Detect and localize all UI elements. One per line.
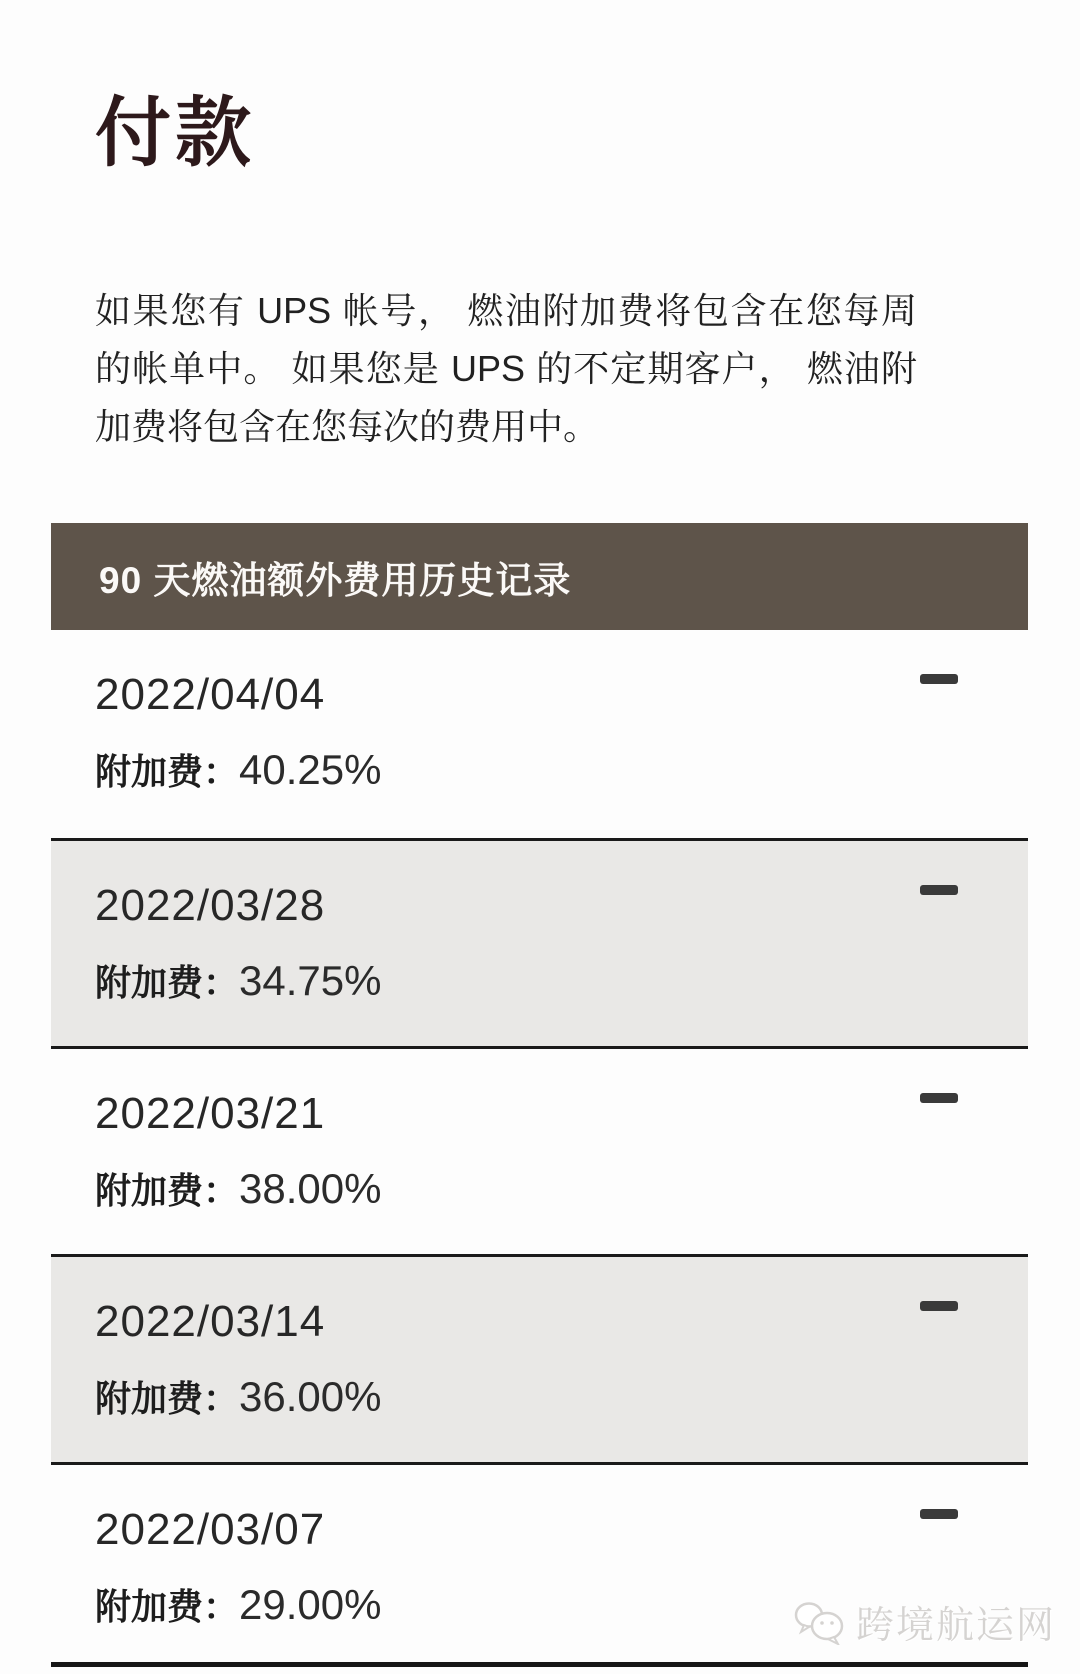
surcharge-value: 40.25% — [239, 746, 382, 793]
history-row-2022-03-21[interactable] — [51, 1046, 1028, 1254]
surcharge-label: 附加费： — [95, 1586, 240, 1627]
row-date: 2022/04/04 — [95, 670, 326, 719]
surcharge-value: 29.00% — [239, 1581, 382, 1628]
surcharge-label: 附加费： — [95, 751, 240, 792]
history-header-title: 90 天燃油额外费用历史记录 — [99, 559, 572, 601]
watermark — [794, 1594, 1056, 1649]
fuel-surcharge-history-panel — [51, 523, 1028, 1667]
row-date: 2022/03/21 — [95, 1089, 326, 1138]
row-date: 2022/03/28 — [95, 881, 326, 930]
surcharge-label: 附加费： — [95, 1378, 240, 1419]
collapse-minus-icon[interactable] — [920, 1509, 958, 1519]
row-surcharge — [95, 1163, 980, 1214]
collapse-minus-icon[interactable] — [920, 674, 958, 684]
surcharge-label: 附加费： — [95, 1170, 240, 1211]
history-row-2022-04-04[interactable] — [51, 630, 1028, 838]
surcharge-value: 36.00% — [239, 1373, 382, 1420]
history-row-2022-03-14[interactable] — [51, 1254, 1028, 1462]
watermark-text: 跨境航运网 — [855, 1605, 1056, 1647]
surcharge-label: 附加费： — [95, 962, 240, 1003]
collapse-minus-icon[interactable] — [920, 1301, 958, 1311]
intro-paragraph: 如果您有 UPS 帐号， 燃油附加费将包含在您每周的帐单中。 如果您是 UPS 的不定期客户， 燃油附加费将包含在您每次的费用中。 — [95, 290, 917, 447]
row-surcharge — [95, 1371, 980, 1422]
row-date: 2022/03/07 — [95, 1505, 326, 1554]
history-header-bar — [51, 523, 1028, 630]
row-surcharge — [95, 955, 980, 1006]
history-row-2022-03-28[interactable] — [51, 838, 1028, 1046]
page-title: 付款 — [95, 91, 255, 176]
surcharge-value: 34.75% — [239, 957, 382, 1004]
wechat-bubbles-icon — [794, 1599, 846, 1645]
collapse-minus-icon[interactable] — [920, 1093, 958, 1103]
row-date: 2022/03/14 — [95, 1297, 326, 1346]
collapse-minus-icon[interactable] — [920, 885, 958, 895]
surcharge-value: 38.00% — [239, 1165, 382, 1212]
row-surcharge — [95, 744, 980, 795]
